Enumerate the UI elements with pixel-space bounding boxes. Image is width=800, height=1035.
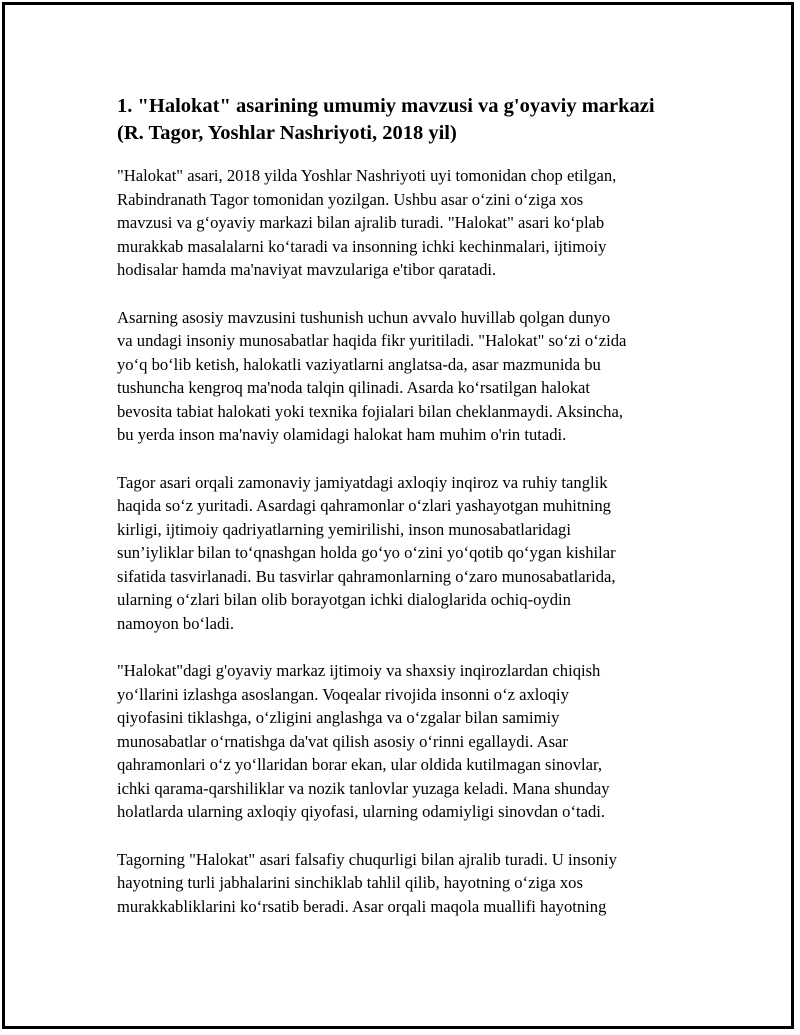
text-line: kirligi, ijtimoiy qadriyatlarning yemirilishi, inson munosabatlaridagi: [117, 519, 571, 539]
text-line: hayotning turli jabhalarini sinchiklab tahlil qilib, hayotning o‘ziga xos: [117, 873, 583, 892]
text-line: va undagi insoniy munosabatlar haqida fikr yuritiladi. "Halokat" so‘zi o‘zida: [117, 331, 627, 350]
text-line: qiyofasini tiklashga, o‘zligini anglashga va o‘zgalar bilan samimiy: [117, 708, 560, 727]
paragraph: [117, 471, 687, 636]
text-line: yo‘q bo‘lib ketish, halokatli vaziyatlarni anglatsa-da, asar mazmunida bu: [117, 354, 601, 374]
heading-line: 1. "Halokat" asarining umumiy mavzusi va g'oyaviy markazi: [117, 95, 655, 117]
text-line: bevosita tabiat halokati yoki texnika fojialari bilan cheklanmaydi. Aksincha,: [117, 401, 623, 421]
text-line: Asarning asosiy mavzusini tushunish uchun avvalo huvillab qolgan dunyo: [117, 307, 611, 327]
text-line: "Halokat" asari, 2018 yilda Yoshlar Nashriyoti uyi tomonidan chop etilgan,: [117, 166, 617, 185]
text-line: tushuncha kengroq ma'noda talqin qilinadi. Asarda ko‘rsatilgan halokat: [117, 378, 591, 397]
paragraph: [117, 306, 687, 447]
text-line: mavzusi va g‘oyaviy markazi bilan ajralib turadi. "Halokat" asari ko‘plab: [117, 213, 605, 232]
text-line: bu yerda inson ma'naviy olamidagi halokat ham muhim o'rin tutadi.: [117, 425, 567, 444]
paragraph: [117, 164, 687, 282]
text-line: ichki qarama-qarshiliklar va nozik tanlovlar yuzaga keladi. Mana shunday: [117, 778, 610, 798]
text-line: namoyon bo‘ladi.: [117, 613, 235, 633]
text-line: hodisalar hamda ma'naviyat mavzulariga e'tibor qaratadi.: [117, 260, 497, 279]
text-line: haqida so‘z yuritadi. Asardagi qahramonlar o‘zlari yashayotgan muhitning: [117, 496, 611, 515]
text-line: Tagor asari orqali zamonaviy jamiyatdagi axloqiy inqiroz va ruhiy tanglik: [117, 472, 608, 492]
text-line: holatlarda ularning axloqiy qiyofasi, ularning odamiyligi sinovdan o‘tadi.: [117, 802, 606, 821]
paragraph: [117, 659, 687, 824]
text-line: murakkab masalalarni ko‘taradi va insonning ichki kechinmalari, ijtimoiy: [117, 236, 607, 256]
text-line: yo‘llarini izlashga asoslangan. Voqealar rivojida insonni o‘z axloqiy: [117, 684, 569, 704]
text-line: munosabatlar o‘rnatishga da'vat qilish asosiy o‘rinni egallaydi. Asar: [117, 731, 568, 751]
section-heading: [117, 93, 687, 147]
text-line: Rabindranath Tagor tomonidan yozilgan. Ushbu asar o‘zini o‘ziga xos: [117, 189, 584, 209]
text-line: qahramonlari o‘z yo‘llaridan borar ekan, ular oldida kutilmagan sinovlar,: [117, 755, 602, 774]
text-line: sifatida tasvirlanadi. Bu tasvirlar qahramonlarning o‘zaro munosabatlarida,: [117, 566, 616, 586]
text-line: ularning o‘zlari bilan olib borayotgan ichki dialoglarida ochiq-oydin: [117, 590, 571, 609]
document-content: [117, 93, 687, 942]
text-line: sun’iyliklar bilan to‘qnashgan holda go‘yo o‘zini yo‘qotib qo‘ygan kishilar: [117, 543, 616, 562]
text-line: Tagorning "Halokat" asari falsafiy chuqurligi bilan ajralib turadi. U insoniy: [117, 849, 617, 869]
text-line: murakkabliklarini ko‘rsatib beradi. Asar orqali maqola muallifi hayotning: [117, 896, 607, 916]
text-line: "Halokat"dagi g'oyaviy markaz ijtimoiy va shaxsiy inqirozlardan chiqish: [117, 661, 601, 680]
paragraph: [117, 848, 687, 919]
heading-line: (R. Tagor, Yoshlar Nashriyoti, 2018 yil): [117, 122, 457, 144]
